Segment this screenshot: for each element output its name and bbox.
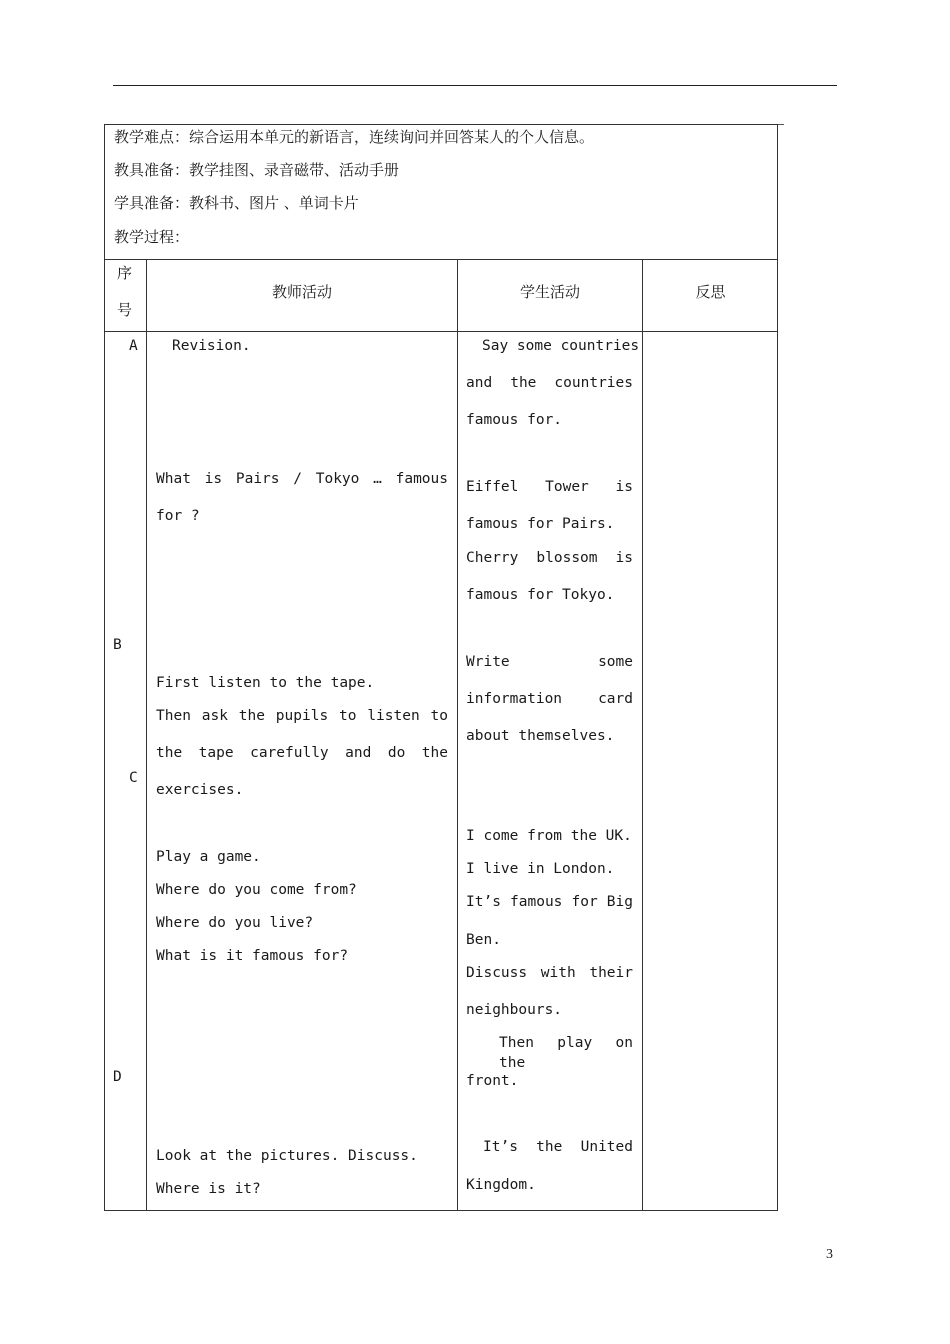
teacher-game-3: Where do you live? [156, 915, 314, 931]
teacher-pictures-2: Where is it? [156, 1181, 261, 1197]
student-front-2: front. [466, 1073, 519, 1089]
teacher-pictures-1: Look at the pictures. Discuss. [156, 1148, 418, 1164]
student-cherry-2: famous for Tokyo. [466, 587, 615, 603]
student-write-2: information card [466, 691, 633, 707]
col-divider-seq [146, 259, 147, 1211]
section-d: D [113, 1069, 122, 1085]
col-seq-header-2: 号 [117, 301, 133, 319]
col-divider-student [642, 259, 643, 1211]
section-a: A [129, 338, 138, 354]
teacher-revision: Revision. [172, 338, 251, 354]
col-reflect-header: 反思 [695, 283, 726, 301]
teaching-difficulty: 教学难点：综合运用本单元的新语言，连续询问并回答某人的个人信息。 [114, 128, 595, 146]
header-rule [113, 85, 837, 86]
teacher-listen-2: Then ask the pupils to listen to [156, 708, 448, 724]
section-b: B [113, 637, 122, 653]
teacher-materials: 教具准备：教学挂图、录音磁带、活动手册 [114, 161, 400, 179]
table-header-top-line [104, 259, 778, 260]
student-eiffel-1: Eiffel Tower is [466, 479, 633, 495]
section-c: C [129, 770, 138, 786]
teacher-game-4: What is it famous for? [156, 948, 349, 964]
page-number: 3 [826, 1247, 833, 1262]
student-discuss-2: neighbours. [466, 1002, 563, 1018]
process-label: 教学过程： [114, 228, 190, 246]
student-uk-1: I come from the UK. [466, 828, 632, 844]
teacher-listen-3: the tape carefully and do the [156, 745, 448, 761]
student-write-1: Write some [466, 654, 633, 670]
student-countries-1: Say some countries [482, 338, 640, 354]
student-kingdom-2: Kingdom. [466, 1177, 536, 1193]
teacher-listen-4: exercises. [156, 782, 244, 798]
col-student-header: 学生活动 [519, 283, 580, 301]
student-cherry-1: Cherry blossom is [466, 550, 633, 566]
teacher-famous-question-2: for ? [156, 508, 200, 524]
table-header-bottom-line [104, 331, 778, 332]
student-discuss-1: Discuss with their [466, 965, 633, 981]
student-uk-4: Ben. [466, 932, 501, 948]
col-divider-teacher [457, 259, 458, 1211]
teacher-game-1: Play a game. [156, 849, 261, 865]
student-materials: 学具准备：教科书、图片 、单词卡片 [114, 194, 359, 212]
corner-tick [777, 124, 784, 125]
col-teacher-header: 教师活动 [271, 283, 332, 301]
student-eiffel-2: famous for Pairs. [466, 516, 615, 532]
col-seq-header-1: 序 [117, 264, 133, 282]
student-uk-3: It’s famous for Big [466, 894, 633, 910]
teacher-listen-1: First listen to the tape. [156, 675, 375, 691]
teacher-famous-question-1: What is Pairs / Tokyo … famous [156, 471, 448, 487]
student-uk-2: I live in London. [466, 861, 615, 877]
student-write-3: about themselves. [466, 728, 615, 744]
student-countries-3: famous for. [466, 412, 563, 428]
teacher-game-2: Where do you come from? [156, 882, 357, 898]
student-countries-2: and the countries [466, 375, 633, 391]
student-front-1: Then play on the [499, 1035, 633, 1071]
student-kingdom-1: It’s the United [483, 1139, 633, 1155]
